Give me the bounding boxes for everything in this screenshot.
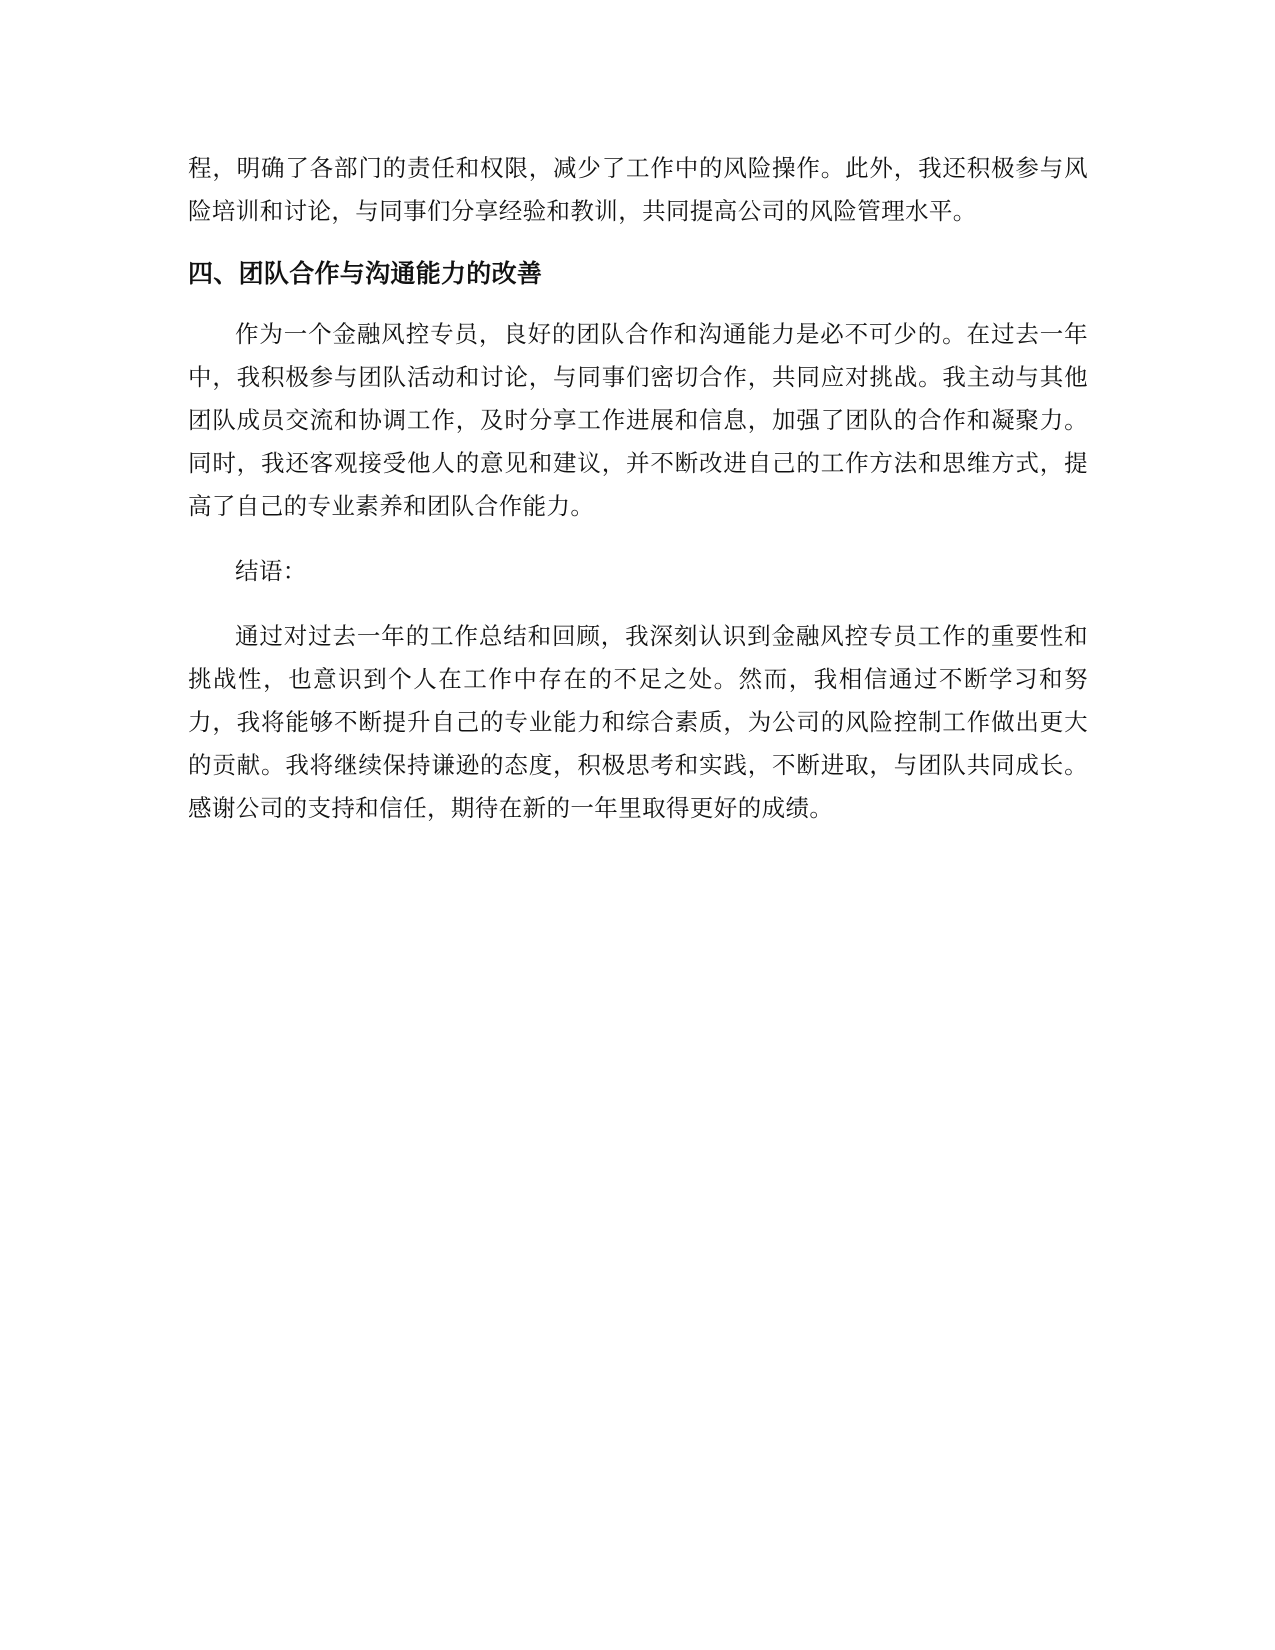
section-heading-teamwork: 四、团队合作与沟通能力的改善 xyxy=(188,259,543,288)
conclusion-label: 结语： xyxy=(235,557,307,585)
teamwork-paragraph: 作为一个金融风控专员，良好的团队合作和沟通能力是必不可少的。在过去一年中，我积极参与团队活动和讨论，与同事们密切合作，共同应对挑战。我主动与其他团队成员交流和协调工作，及时分享工作进展和信息，加强了团队的合作和凝聚力。同时，我还客观接受他人的意见和建议，并不断改进自己的工作方法和思维方式，提高了自己的专业素养和团队合作能力。 xyxy=(188,320,1088,520)
document-body xyxy=(188,147,1088,830)
conclusion-paragraph: 通过对过去一年的工作总结和回顾，我深刻认识到金融风控专员工作的重要性和挑战性，也意识到个人在工作中存在的不足之处。然而，我相信通过不断学习和努力，我将能够不断提升自己的专业能力和综合素质，为公司的风险控制工作做出更大的贡献。我将继续保持谦逊的态度，积极思考和实践，不断进取，与团队共同成长。感谢公司的支持和信任，期待在新的一年里取得更好的成绩。 xyxy=(188,622,1088,822)
continuation-paragraph: 程，明确了各部门的责任和权限，减少了工作中的风险操作。此外，我还积极参与风险培训和讨论，与同事们分享经验和教训，共同提高公司的风险管理水平。 xyxy=(188,154,1088,225)
